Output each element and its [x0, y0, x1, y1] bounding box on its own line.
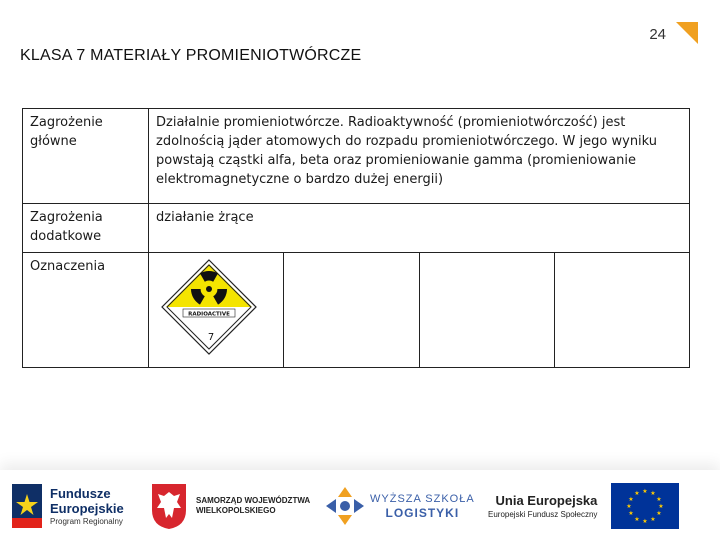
- fe-line3: Program Regionalny: [50, 516, 123, 526]
- svg-text:★: ★: [628, 496, 635, 503]
- markings-cell: [149, 253, 690, 368]
- corner-triangle-decoration: [676, 22, 698, 44]
- row-label-markings: Oznaczenia: [23, 253, 149, 368]
- eu-flag-icon: [611, 483, 679, 529]
- marking-slot: [419, 253, 554, 367]
- class-number: 7: [207, 332, 215, 343]
- marking-slot: [554, 253, 689, 367]
- fundusze-europejskie-logo: [12, 478, 124, 534]
- svg-text:★: ★: [656, 510, 663, 517]
- wsl-line2: LOGISTYKI: [385, 505, 460, 520]
- ue-line2: Europejski Fundusz Społeczny: [488, 510, 598, 519]
- svg-text:★: ★: [628, 510, 635, 517]
- table-row: [23, 204, 690, 253]
- samorzad-wojewodztwa-logo: [150, 478, 310, 534]
- wsl-line1: WYŻSZA SZKOŁA: [370, 492, 475, 505]
- fe-line2: Europejskie: [50, 500, 124, 516]
- sw-line2: WIELKOPOLSKIEGO: [196, 506, 276, 515]
- ue-line1: Unia Europejska: [495, 493, 598, 508]
- svg-text:★: ★: [642, 488, 649, 495]
- table-row: [23, 253, 690, 368]
- row-value-additional-hazards: działanie żrące: [149, 204, 690, 253]
- radioactive-sign-text: RADIOACTIVE: [188, 311, 230, 318]
- radioactive-diamond-icon: [161, 259, 257, 355]
- wsl-arrows-icon: [326, 487, 364, 525]
- row-value-main-hazard: Działalnie promieniotwórcze. Radioaktywność (promieniotwórczość) jest zdolnością jąder atomowych do rozpadu promieniotwórczego. W jego wyniku powstają cząstki alfa, beta oraz promieniowanie gamma (promieniowanie elektromagnetyczne o bardzo dużej energii): [149, 109, 690, 204]
- svg-text:★: ★: [656, 496, 663, 503]
- table-row: [23, 109, 690, 204]
- coat-of-arms-eagle-icon: [150, 482, 188, 530]
- slide-title: KLASA 7 MATERIAŁY PROMIENIOTWÓRCZE: [20, 47, 362, 64]
- wyzsza-szkola-logistyki-logo: [326, 478, 475, 534]
- footer-logos-bar: [0, 470, 720, 540]
- svg-text:★: ★: [658, 503, 665, 510]
- svg-text:★: ★: [650, 490, 657, 497]
- fe-line1: Fundusze: [50, 485, 111, 501]
- svg-text:★: ★: [626, 503, 633, 510]
- marking-slot: [283, 253, 418, 367]
- page-number: 24: [649, 26, 666, 43]
- svg-text:★: ★: [642, 518, 649, 525]
- svg-text:★: ★: [634, 490, 641, 497]
- fe-star-flag-icon: [12, 484, 42, 528]
- hazard-info-table: [22, 108, 690, 368]
- svg-text:★: ★: [650, 516, 657, 523]
- radioactive-label-sign: [161, 259, 257, 361]
- svg-text:★: ★: [634, 516, 641, 523]
- marking-slot: [149, 253, 283, 367]
- row-label-additional-hazards: Zagrożenia dodatkowe: [23, 204, 149, 253]
- sw-line1: SAMORZĄD WOJEWÓDZTWA: [196, 496, 311, 505]
- markings-grid: [149, 253, 689, 367]
- row-label-main-hazard: Zagrożenie główne: [23, 109, 149, 204]
- unia-europejska-logo: [488, 478, 679, 534]
